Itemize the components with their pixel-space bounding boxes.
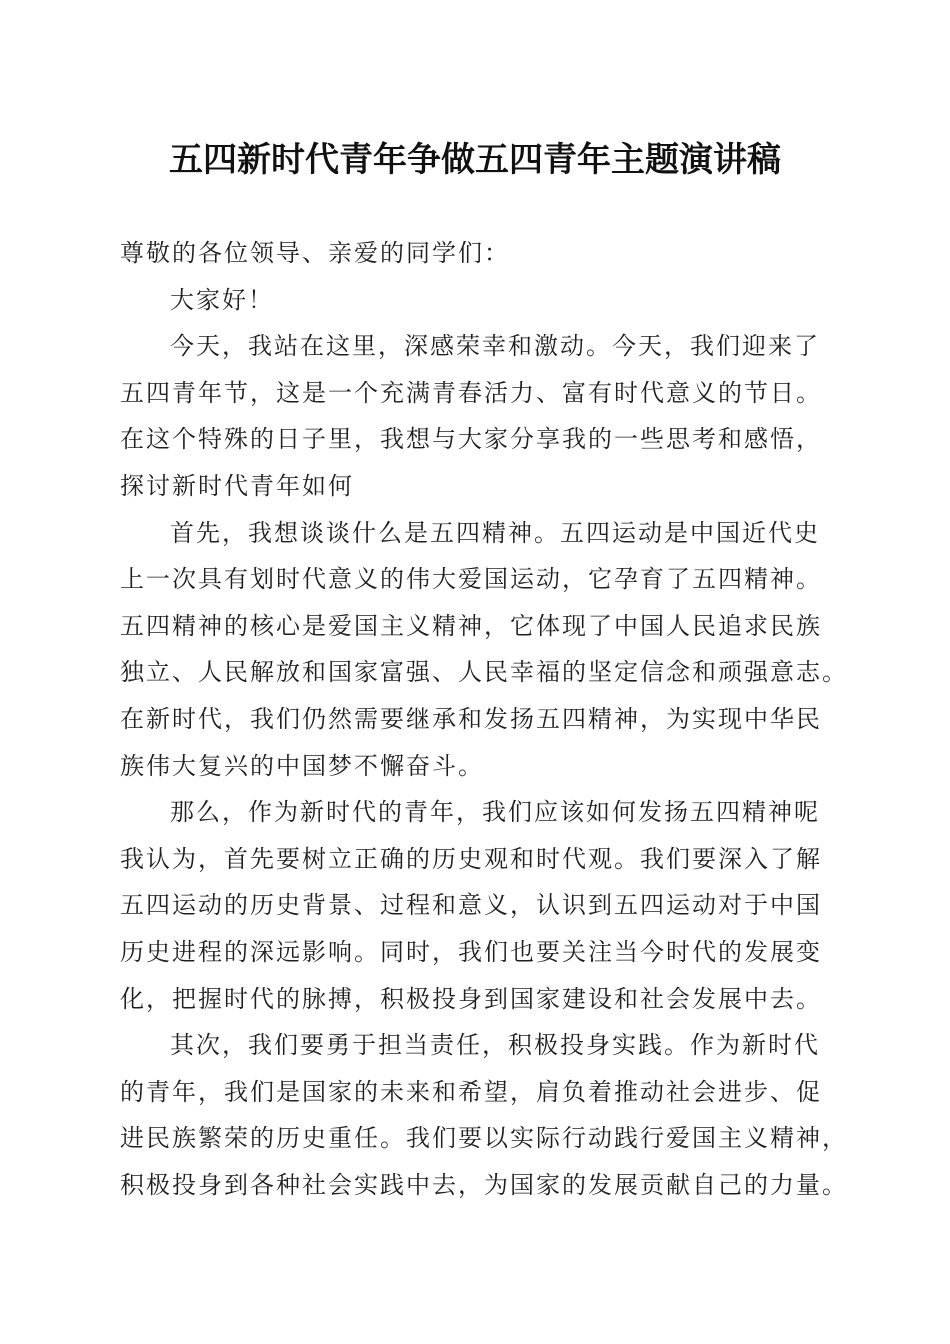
paragraph-2-line-5: 在新时代，我们仍然需要继承和发扬五四精神，为实现中华民 [120, 704, 822, 733]
paragraph-1-line-3: 在这个特殊的日子里，我想与大家分享我的一些思考和感悟， [120, 425, 822, 454]
document-title: 五四新时代青年争做五四青年主题演讲稿 [169, 140, 781, 180]
greeting-line: 大家好！ [170, 285, 274, 314]
paragraph-3-line-3: 五四运动的历史背景、过程和意义，认识到五四运动对于中国 [120, 891, 822, 920]
paragraph-3-line-5: 化，把握时代的脉搏，积极投身到国家建设和社会发展中去。 [120, 984, 822, 1013]
paragraph-1-line-1: 今天，我站在这里，深感荣幸和激动。今天，我们迎来了 [170, 332, 820, 361]
paragraph-2-line-1: 首先，我想谈谈什么是五四精神。五四运动是中国近代史 [170, 518, 820, 547]
salutation-line: 尊敬的各位领导、亲爱的同学们： [120, 239, 510, 267]
paragraph-1-line-2: 五四青年节，这是一个充满青春活力、富有时代意义的节日。 [120, 378, 822, 407]
paragraph-3-line-4: 历史进程的深远影响。同时，我们也要关注当今时代的发展变 [120, 937, 822, 966]
paragraph-1-line-4: 探讨新时代青年如何 [120, 471, 354, 500]
paragraph-4-line-2: 的青年，我们是国家的未来和希望，肩负着推动社会进步、促 [120, 1077, 822, 1106]
paragraph-2-line-6: 族伟大复兴的中国梦不懈奋斗。 [120, 751, 484, 780]
paragraph-2-line-2: 上一次具有划时代意义的伟大爱国运动，它孕育了五四精神。 [120, 565, 822, 594]
paragraph-4-line-4: 积极投身到各种社会实践中去，为国家的发展贡献自己的力量。 [120, 1170, 848, 1199]
paragraph-2-line-4: 独立、人民解放和国家富强、人民幸福的坚定信念和顽强意志。 [120, 658, 848, 687]
document-body [120, 230, 848, 1208]
paragraph-3-line-2: 我认为，首先要树立正确的历史观和时代观。我们要深入了解 [120, 844, 822, 873]
paragraph-3-line-1: 那么，作为新时代的青年，我们应该如何发扬五四精神呢 [170, 798, 820, 827]
paragraph-2-line-3: 五四精神的核心是爱国主义精神，它体现了中国人民追求民族 [120, 611, 822, 640]
paragraph-4-line-1: 其次，我们要勇于担当责任，积极投身实践。作为新时代 [170, 1031, 820, 1060]
paragraph-4-line-3: 进民族繁荣的历史重任。我们要以实际行动践行爱国主义精神， [120, 1124, 848, 1153]
